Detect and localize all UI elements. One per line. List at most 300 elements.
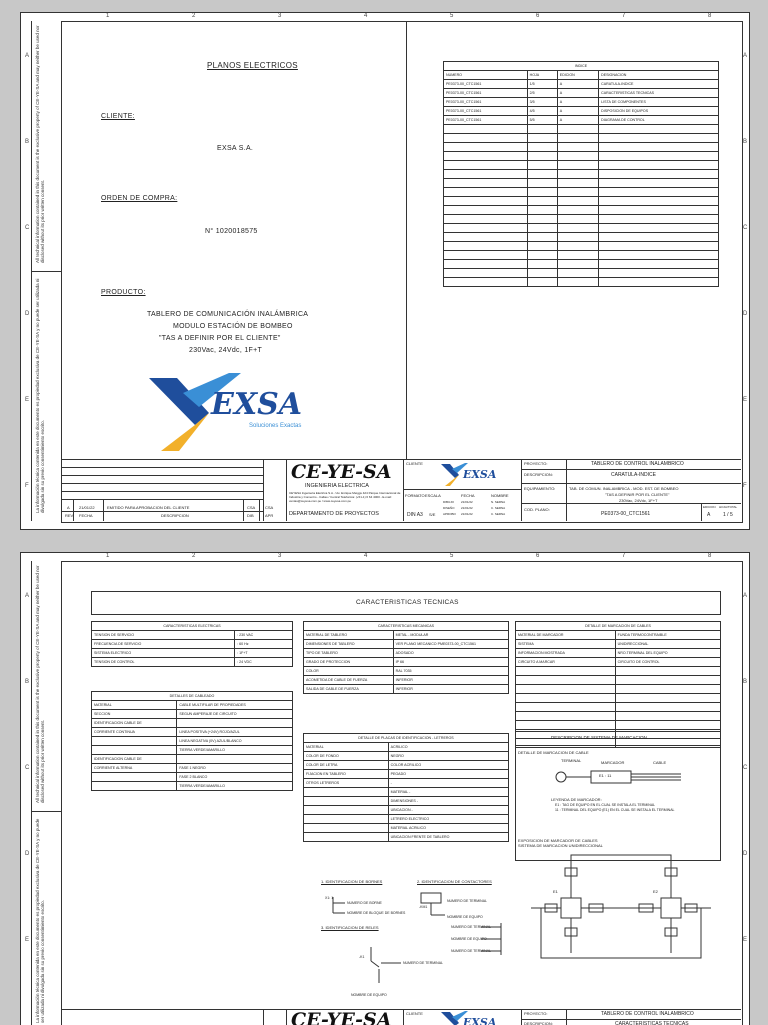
wiring-cell: SECCION [92, 710, 177, 719]
tech-title: CARACTERISTICAS TECNICAS [356, 599, 459, 606]
index-cell: 4/5 [527, 107, 557, 116]
index-cell-empty [557, 269, 598, 278]
rev-grid-line [61, 491, 263, 492]
index-cell-empty [599, 134, 719, 143]
wiring-row [92, 728, 293, 737]
plates-cell: OTROS LETREROS [304, 779, 389, 788]
marking-cell: FUNDA TERMOCONTRAIBLE [615, 631, 720, 640]
column-number: 4 [364, 13, 368, 19]
diseno-label: DISEÑO [443, 506, 455, 510]
index-cell: 2/5 [527, 89, 557, 98]
index-cell-empty [444, 197, 528, 206]
marking-cell-empty [516, 721, 616, 730]
wiring-row [92, 782, 293, 791]
side-note-top: All technical information contained in this document is the exclusive property of CE-YE-SA and may neither be used nor disclosed without its prior written consent. [35, 25, 45, 263]
electrical-cell: SISTEMA ELECTRICO [92, 649, 235, 658]
product-label: PRODUCTO: [101, 289, 146, 296]
row-letter: E [743, 397, 748, 403]
mechanical-cell: VER PLANO MECANICO PME0373-00_CTC1561 [393, 640, 508, 649]
index-cell-empty [599, 242, 719, 251]
marker-code: E1 : 11 [599, 773, 612, 778]
index-cell: A [557, 98, 598, 107]
marking-cell-empty [516, 712, 616, 721]
plates-title: DETALLE DE PLACAS DE IDENTIFICACION - LETREROS [304, 734, 509, 743]
exsa-logo-text: EXSA [211, 387, 303, 422]
table-row-empty [444, 224, 719, 233]
index-cell-empty [527, 197, 557, 206]
po-number: N° 1020018575 [205, 228, 258, 235]
marking-cell-empty [516, 694, 616, 703]
plates-cell: LETRERO ELECTRICO [388, 815, 508, 824]
marking-cell-empty [615, 712, 720, 721]
index-cell-empty [527, 224, 557, 233]
ceyesa-info: CEYESA Ingenieria Electrica S.A. / Av. Enrique Meiggs 424 Parque Internacional de Industria y Comercio - Callao / Central Telefonica: (+51-1) 6 64 4000 - E-mail: ventas@ceyesa.com.pe / www.ceyesa.com.pe [289, 491, 401, 503]
row-letter: C [25, 765, 30, 771]
row-letter: A [25, 53, 30, 59]
index-cell-empty [557, 134, 598, 143]
index-cell-empty [527, 134, 557, 143]
plates-row [304, 761, 509, 770]
table-row-empty [444, 278, 719, 287]
descripcion-label: DESCRIPCION: [524, 472, 553, 477]
side-note-bottom: La información técnica contenida en este documento es propiedad exclusiva de CE-YE-SA y no puede ser utilizada ni divulgada sin su previo consentimiento escrito. [35, 278, 45, 513]
index-cell-empty [557, 125, 598, 134]
marking-row-empty [516, 721, 721, 730]
legend-bornes-title: 1. IDENTIFICACION DE BORNES [321, 879, 383, 884]
electrical-row [92, 649, 293, 658]
row-letter: E [25, 397, 30, 403]
mechanical-cell: ADOSADO [393, 649, 508, 658]
wiring-row [92, 764, 293, 773]
table-row-empty [444, 161, 719, 170]
index-cell-empty [557, 242, 598, 251]
index-cell-empty [527, 161, 557, 170]
hoja-label: HOJA/TOTAL [719, 505, 738, 509]
rev-header-fecha: FECHA [79, 513, 93, 518]
exsa-tagline: Soluciones Exactas [249, 423, 302, 429]
rev-grid-col [103, 499, 104, 521]
wiring-cell: CORRIENTE CONTINUA [92, 728, 177, 737]
marking-cell-empty [516, 676, 616, 685]
index-cell-empty [599, 260, 719, 269]
index-cell-empty [444, 152, 528, 161]
wiring-row [92, 710, 293, 719]
column-number: 6 [536, 13, 540, 19]
mechanical-row [304, 685, 509, 694]
aprobo-label: APROBO [443, 512, 456, 516]
wiring-row [92, 701, 293, 710]
descripcion-value-2: CARACTERISTICAS TECNICAS [615, 1021, 689, 1025]
fecha-label: FECHA [461, 493, 475, 498]
column-number: 1 [106, 553, 110, 559]
marker-legend-1: E1 : TAG DE EQUIPO EN EL CUAL SE INSTALA EL TERMINAL [555, 803, 656, 807]
proyecto-value-2: TABLERO DE CONTROL INALAMBRICO [601, 1011, 694, 1017]
index-cell-empty [527, 269, 557, 278]
marking-cell: CIRCUITO DE CONTROL [615, 658, 720, 667]
exsa-small-logo-2-icon [441, 1009, 513, 1025]
marking-row-empty [516, 685, 721, 694]
plates-cell [304, 833, 389, 842]
marker-legend-2: 11 : TERMINAL DEL EQUIPO (E1) EN EL CUAL SE INSTALA EL TERMINAL [555, 808, 675, 812]
column-number: 7 [622, 553, 626, 559]
index-cell-empty [527, 152, 557, 161]
row-letter: E [743, 937, 748, 943]
electrical-cell: FRECUENCIA DE SERVICIO [92, 640, 235, 649]
plates-cell: UBICACION FRENTE DE TABLERO [388, 833, 508, 842]
column-number: 8 [708, 553, 712, 559]
index-header: HOJA [527, 71, 557, 80]
marking-row-empty [516, 676, 721, 685]
table-row [444, 107, 719, 116]
index-cell-empty [599, 224, 719, 233]
department: DEPARTAMENTO DE PROYECTOS [289, 511, 379, 517]
index-cell-empty [599, 269, 719, 278]
wiring-row [92, 719, 293, 728]
mechanical-cell: TIPO DE TABLERO [304, 649, 394, 658]
index-cell-empty [599, 152, 719, 161]
row-letter: A [743, 53, 748, 59]
index-cell: A [557, 107, 598, 116]
mechanical-row [304, 658, 509, 667]
wiring-cell: LINEA NEGATIVA (0V) AZUL/BLANCO [177, 737, 293, 746]
cod-plano-value: PE0373-00_CTC1561 [601, 511, 651, 517]
index-cell-empty [557, 215, 598, 224]
plates-table [303, 733, 509, 842]
index-cell-empty [599, 179, 719, 188]
index-cell-empty [527, 242, 557, 251]
index-cell-empty [599, 188, 719, 197]
side-note-bottom-2: La información técnica contenida en este documento es propiedad exclusiva de CE-YE-SA y no puede ser utilizada ni divulgada sin su previo consentimiento escrito. [35, 818, 45, 1023]
column-number: 6 [536, 553, 540, 559]
row-letter: C [25, 225, 30, 231]
index-cell-empty [527, 251, 557, 260]
cod-plano-label: COD. PLANO: [524, 507, 550, 512]
plates-cell [304, 824, 389, 833]
product-line-4: 230Vac, 24Vdc, 1F+T [189, 347, 263, 354]
proyecto-value: TABLERO DE CONTROL INALAMBRICO [591, 461, 684, 467]
table-row-empty [444, 143, 719, 152]
rev-apr: CSA [265, 505, 274, 510]
index-cell-empty [557, 278, 598, 287]
mechanical-cell: SALIDA DE CABLE DE FUERZA [304, 685, 394, 694]
column-number: 1 [106, 13, 110, 19]
wiring-cell: TIERRA VERDE/AMARILLO [177, 782, 293, 791]
index-header: EDICION [557, 71, 598, 80]
index-cell: A [557, 116, 598, 125]
client-name: EXSA S.A. [217, 145, 254, 152]
index-cell-empty [444, 269, 528, 278]
descripcion-label-2: DESCRIPCION: [524, 1021, 553, 1025]
electrical-cell: : 230 VAC [235, 631, 293, 640]
table-row-empty [444, 242, 719, 251]
index-cell-empty [444, 251, 528, 260]
drawing-sheet-1 [20, 12, 750, 530]
edicion-label: EDICION [703, 505, 716, 509]
plates-cell: - [388, 779, 508, 788]
wiring-cell: IDENTIFICACION CABLE DE [92, 755, 177, 764]
index-cell: PE0373-00_CTC1561 [444, 116, 528, 125]
edicion-value: A [707, 512, 711, 518]
table-row-empty [444, 260, 719, 269]
index-cell: PE0373-00_CTC1561 [444, 107, 528, 116]
legend-relay-equipo: NOMBRE DE EQUIPO [351, 993, 387, 997]
product-line-3: "TAS A DEFINIR POR EL CLIENTE" [159, 335, 281, 342]
index-cell-empty [444, 278, 528, 287]
equipamiento-label: EQUIPAMIENTO: [524, 486, 556, 491]
electrical-title: CARACTERISTICAS ELECTRICAS [92, 622, 293, 631]
table-row-empty [444, 188, 719, 197]
proyecto-label-2: PROYECTO: [524, 1011, 548, 1016]
marking-cell: SISTEMA [516, 640, 616, 649]
fecha-dibujo: 21/01/22 [461, 500, 473, 504]
electrical-cell: TENSION DE SERVICIO [92, 631, 235, 640]
marking-example-1: EXPOSICION DE MARCADOR DE CABLES [518, 838, 598, 843]
plates-cell: NEGRO [388, 752, 508, 761]
rev-description: EMITIDO PARA APROBACION DEL CLIENTE [107, 505, 190, 510]
row-letter: B [25, 679, 30, 685]
marking-detail-label: DETALLE DE MARCACION DE CABLE [518, 750, 589, 755]
table-row-empty [444, 269, 719, 278]
index-cell-empty [444, 206, 528, 215]
hoja-value: 1 / 5 [723, 512, 733, 518]
row-letter: F [743, 483, 747, 489]
column-number: 3 [278, 553, 282, 559]
row-letter: B [25, 139, 30, 145]
marking-system-title: DESCRIPCION DE SISTEMA DE MARCACION [551, 735, 647, 740]
equipamiento-value-2: "TAS A DEFINIR POR EL CLIENTE" [605, 492, 670, 497]
plates-row [304, 770, 509, 779]
proyecto-label: PROYECTO: [524, 461, 548, 466]
legend-contactors-title: 2. IDENTIFICACION DE CONTACTORES [417, 879, 492, 884]
plates-cell [304, 815, 389, 824]
drawing-sheet-2 [20, 552, 750, 1025]
index-cell-empty [444, 170, 528, 179]
wiring-cell: LINEA POSITIVA (+24V) ROJO/AZUL [177, 728, 293, 737]
table-row-empty [444, 206, 719, 215]
index-cell-empty [444, 125, 528, 134]
index-cell: 5/5 [527, 116, 557, 125]
rev-header-rev: REV [65, 513, 74, 518]
row-letter: D [743, 851, 748, 857]
marking-row-empty [516, 694, 721, 703]
marking-cell: CIRCUITO A MARCAR [516, 658, 616, 667]
mechanical-title: CARACTERISTICAS MECANICAS [304, 622, 509, 631]
plates-row [304, 815, 509, 824]
mechanical-cell: INFERIOR [393, 676, 508, 685]
index-cell: A [557, 89, 598, 98]
index-cell-empty [599, 143, 719, 152]
wiring-row [92, 773, 293, 782]
rev-grid-col [259, 499, 260, 521]
marker-label: MARCADOR [601, 760, 625, 765]
index-cell-empty [557, 233, 598, 242]
mechanical-row [304, 676, 509, 685]
legend-numero-borne: NUMERO DE BORNE [347, 901, 382, 905]
mechanical-cell: METAL - MODULAR [393, 631, 508, 640]
ceyesa-subtitle: INGENIERIA ELECTRICA [305, 483, 369, 489]
plates-row [304, 743, 509, 752]
marking-cell-empty [615, 703, 720, 712]
plates-cell: FIJACION EN TABLERO [304, 770, 389, 779]
index-cell: PE0373-00_CTC1561 [444, 98, 528, 107]
wiring-cell: IDENTIFICACION CABLE DE [92, 719, 177, 728]
index-cell-empty [444, 134, 528, 143]
product-line-1: TABLERO DE COMUNICACIÓN INALÁMBRICA [147, 311, 309, 318]
electrical-cell: TENSION DE CONTROL [92, 658, 235, 667]
wiring-cell [177, 719, 293, 728]
plates-cell: COLOR ACRILICO [388, 761, 508, 770]
ceyesa-logo: CE-YE-SA [291, 461, 392, 483]
nombre-dibujo: N. SERNA [491, 500, 506, 504]
index-cell-empty [444, 179, 528, 188]
mechanical-row [304, 640, 509, 649]
index-cell-empty [599, 278, 719, 287]
marking-cell-empty [615, 676, 720, 685]
row-letter: D [743, 311, 748, 317]
table-row-empty [444, 215, 719, 224]
rev-header-dib: DIB [247, 513, 254, 518]
plates-cell: COLOR DE FONDO [304, 752, 389, 761]
plates-row [304, 806, 509, 815]
rev-grid-line [61, 475, 263, 476]
terminal-label: TERMINAL [561, 758, 582, 763]
legend-km: -KM1 [419, 905, 428, 909]
marking-cell-empty [516, 685, 616, 694]
row-letter: D [25, 311, 30, 317]
plates-cell: MATERIAL [304, 743, 389, 752]
rev-grid-line [61, 499, 263, 500]
marking-title: DETALLE DE MARCACION DE CABLES [516, 622, 721, 631]
marking-cell-empty [615, 685, 720, 694]
rev-header-apr: APR [265, 513, 274, 518]
index-cell-empty [444, 242, 528, 251]
legend-contactor-equipo: NOMBRE DE EQUIPO [447, 915, 483, 919]
index-cell: DIAGRAMA DE CONTROL [599, 116, 719, 125]
mechanical-cell: COLOR [304, 667, 394, 676]
mechanical-cell: MATERIAL DE TABLERO [304, 631, 394, 640]
index-cell: A [557, 80, 598, 89]
row-letter: B [743, 139, 748, 145]
index-cell-empty [599, 170, 719, 179]
index-cell-empty [599, 161, 719, 170]
exsa-small-logo-text: EXSA [463, 468, 497, 481]
escala-value: S/E [429, 512, 436, 517]
marking-row-empty [516, 667, 721, 676]
index-cell-empty [557, 143, 598, 152]
wiring-cell: TIERRA VERDE/AMARILLO [177, 746, 293, 755]
column-number: 3 [278, 13, 282, 19]
ceyesa-logo-2: CE-YE-SA [291, 1009, 392, 1025]
index-cell-empty [444, 260, 528, 269]
index-header: DESIGNACION [599, 71, 719, 80]
mechanical-cell: ACOMETIDA DE CABLE DE FUERZA [304, 676, 394, 685]
table-row-empty [444, 125, 719, 134]
index-cell-empty [444, 161, 528, 170]
wiring-cell [92, 737, 177, 746]
wiring-row [92, 755, 293, 764]
wiring-cell [92, 782, 177, 791]
table-row-empty [444, 251, 719, 260]
table-row-empty [444, 179, 719, 188]
plates-row [304, 797, 509, 806]
legend-equipo-a: NOMBRE DE EQUIPO [451, 937, 487, 941]
column-number: 4 [364, 553, 368, 559]
nombre-label: NOMBRE [491, 493, 509, 498]
plates-cell: MATERIAL ACRILICO [388, 824, 508, 833]
index-cell-empty [527, 125, 557, 134]
row-letter: C [743, 765, 748, 771]
index-cell-empty [599, 206, 719, 215]
legend-terminal-a: NUMERO DE TERMINAL [451, 925, 491, 929]
exsa-small-logo-icon [441, 461, 513, 487]
plates-cell: COLOR DE LETRA [304, 761, 389, 770]
equipment-e2: E2 [653, 889, 658, 894]
marking-cell-empty [516, 703, 616, 712]
fecha-aprobo: 21/01/22 [461, 512, 473, 516]
mechanical-table [303, 621, 509, 694]
plates-row [304, 752, 509, 761]
rev-header-desc: DESCRIPCION [161, 513, 189, 518]
marking-table [515, 621, 721, 748]
table-row-empty [444, 134, 719, 143]
index-cell-empty [527, 278, 557, 287]
equipamiento-value: TAB. DE COMUN. INALAMBRICA - MOD. EST. DE BOMBEO [569, 486, 679, 491]
table-row-empty [444, 233, 719, 242]
formato-label: FORMATO [405, 493, 425, 498]
rev-grid-line [61, 483, 263, 484]
legend-relay-terminal: NUMERO DE TERMINAL [403, 961, 443, 965]
nombre-aprobo: C. SERNA [491, 512, 506, 516]
wiring-cell: CORRIENTE ALTERNA [92, 764, 177, 773]
marking-row-empty [516, 712, 721, 721]
index-cell: PE0373-00_CTC1561 [444, 89, 528, 98]
mechanical-cell: DIMENSIONES DE TABLERO [304, 640, 394, 649]
mechanical-cell: GRADO DE PROTECCION [304, 658, 394, 667]
index-cell-empty [527, 188, 557, 197]
table-row [444, 116, 719, 125]
index-cell: CARATULA-INDICE [599, 80, 719, 89]
index-cell: 3/5 [527, 98, 557, 107]
wiring-table [91, 691, 293, 791]
index-cell-empty [444, 224, 528, 233]
equipment-e1: E1 [553, 889, 558, 894]
wiring-cell: SEGUN AMPERAJE DE CIRCUITO [177, 710, 293, 719]
mechanical-row [304, 649, 509, 658]
descripcion-value: CARATULA-INDICE [611, 472, 656, 478]
legend-nombre-bloque: NOMBRE DE BLOQUE DE BORNES [347, 911, 406, 915]
wiring-row [92, 746, 293, 755]
index-cell-empty [527, 143, 557, 152]
marking-row [516, 631, 721, 640]
row-letter: E [25, 937, 30, 943]
mechanical-cell: IP 66 [393, 658, 508, 667]
plates-cell [304, 797, 389, 806]
plates-cell: UBICACION - [388, 806, 508, 815]
exsa-logo [149, 373, 349, 453]
row-letter: F [25, 483, 29, 489]
index-header: NUMERO [444, 71, 528, 80]
table-row-empty [444, 170, 719, 179]
index-cell: 1/5 [527, 80, 557, 89]
index-cell-empty [557, 179, 598, 188]
marking-row [516, 649, 721, 658]
index-cell-empty [599, 251, 719, 260]
wiring-cell: FASE 2 BLANCO [177, 773, 293, 782]
legend-terminal-b: NUMERO DE TERMINAL [451, 949, 491, 953]
index-cell-empty [599, 125, 719, 134]
cliente-label: CLIENTE [406, 461, 423, 466]
index-cell-empty [557, 197, 598, 206]
